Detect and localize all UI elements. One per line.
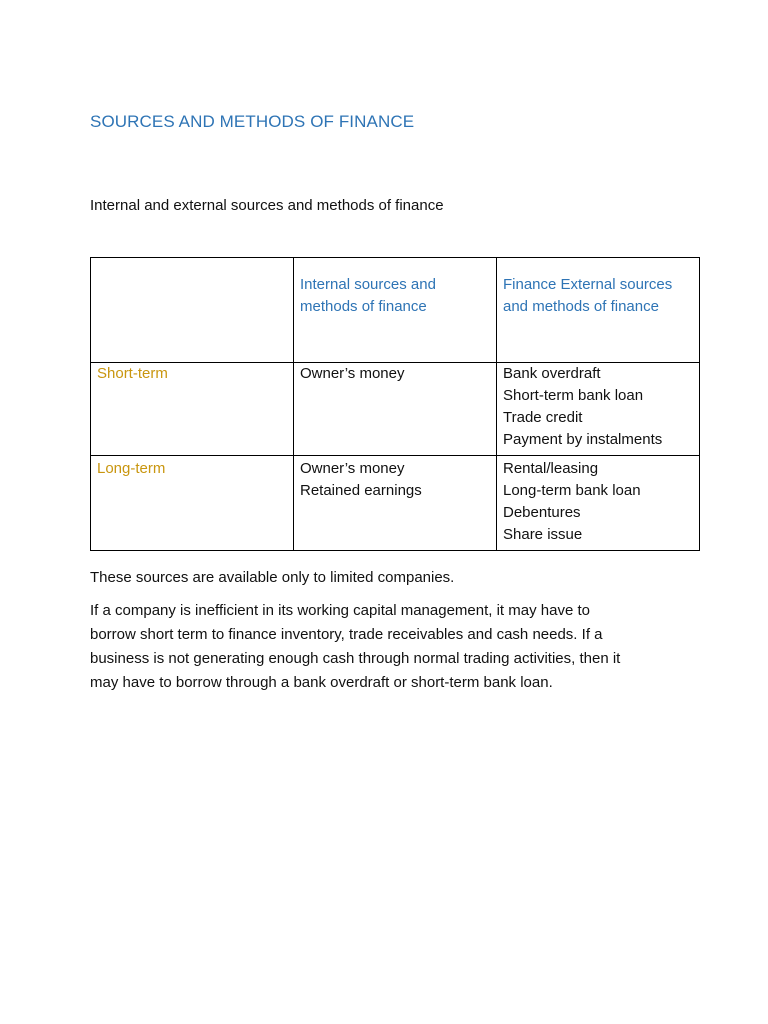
list-item: Share issue	[503, 526, 583, 543]
paragraph-line: If a company is inefficient in its working capital management, it may have to	[90, 602, 590, 619]
intro-text: Internal and external sources and methods of finance	[90, 197, 444, 214]
header-external	[497, 258, 700, 363]
finance-table	[90, 257, 700, 551]
header-external-line: Finance External sources	[503, 276, 673, 293]
list-item: Trade credit	[503, 409, 583, 426]
paragraph-line: business is not generating enough cash through normal trading activities, then it	[90, 650, 621, 667]
short-term-internal-cell	[294, 363, 497, 456]
list-item: Payment by instalments	[503, 431, 663, 448]
paragraph-line: borrow short term to finance inventory, trade receivables and cash needs. If a	[90, 626, 603, 643]
row-label-short-term	[91, 363, 294, 456]
long-term-external-cell	[497, 456, 700, 551]
paragraph-limited-companies: These sources are available only to limited companies.	[90, 569, 455, 586]
short-term-external-cell	[497, 363, 700, 456]
list-item: Bank overdraft	[503, 365, 601, 382]
header-internal-line: methods of finance	[300, 298, 427, 315]
paragraph-line: may have to borrow through a bank overdraft or short-term bank loan.	[90, 674, 553, 691]
header-internal	[294, 258, 497, 363]
page-title: SOURCES AND METHODS OF FINANCE	[90, 112, 415, 131]
table-row-long-term	[91, 456, 700, 551]
row-label-text: Short-term	[97, 365, 168, 382]
table-header-row	[91, 258, 700, 363]
table-corner-cell	[91, 258, 294, 363]
row-label-text: Long-term	[97, 460, 166, 477]
header-internal-line: Internal sources and	[300, 276, 436, 293]
list-item: Owner’s money	[300, 460, 405, 477]
list-item: Short-term bank loan	[503, 387, 644, 404]
list-item: Debentures	[503, 504, 581, 521]
long-term-internal-cell	[294, 456, 497, 551]
list-item: Owner’s money	[300, 365, 405, 382]
paragraph-working-capital	[90, 599, 690, 695]
list-item: Long-term bank loan	[503, 482, 641, 499]
list-item: Retained earnings	[300, 482, 422, 499]
row-label-long-term	[91, 456, 294, 551]
table-row-short-term	[91, 363, 700, 456]
list-item: Rental/leasing	[503, 460, 599, 477]
header-external-line: and methods of finance	[503, 298, 659, 315]
